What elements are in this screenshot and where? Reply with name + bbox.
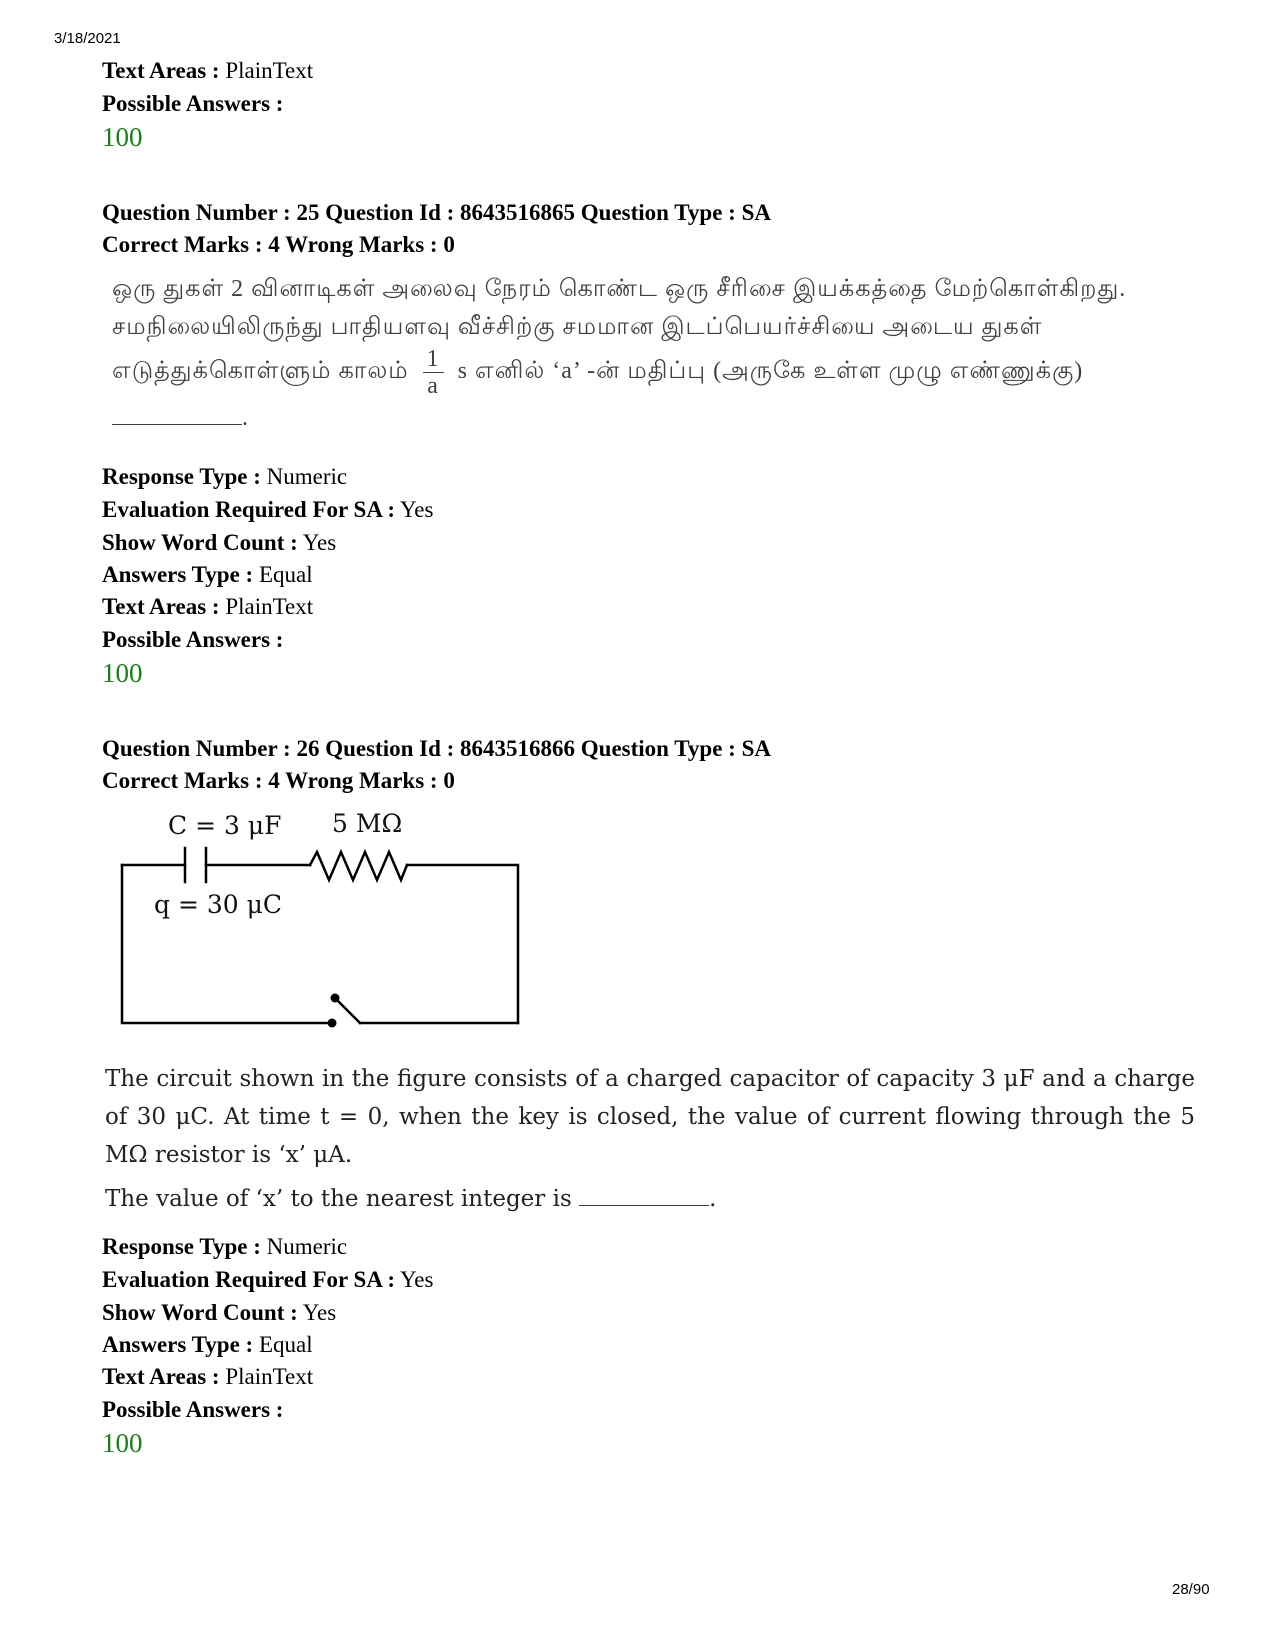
switch-contact-top (331, 994, 340, 1003)
prev-possible-answers-label: Possible Answers : (102, 91, 284, 116)
q25-answers-type: Answers Type : Equal (102, 562, 313, 587)
q25-marks: Correct Marks : 4 Wrong Marks : 0 (102, 232, 455, 257)
q25-answer: 100 (102, 658, 143, 688)
page-number: 28/90 (1172, 1581, 1210, 1598)
q26-marks: Correct Marks : 4 Wrong Marks : 0 (102, 768, 455, 793)
switch-lever (335, 998, 360, 1023)
q25-question-text: ஒரு துகள் 2 வினாடிகள் அலைவு நேரம் கொண்ட ஒரு சீரிசை இயக்கத்தை மேற்கொள்கிறது. சமநிலையிலிருந்து பாதியளவு வீச்சிற்கு சமமான இடப்பெயர்ச்சியை அடைய துகள் எடுத்துக்கொள்ளும் காலம் $\frac{1}{a}$ s எனில் ‘a’ -ன் மதிப்பு (அருகே உள்ள முழு எண்ணுக்கு) . (112, 276, 1127, 431)
q25-text-areas: Text Areas : PlainText (102, 594, 314, 619)
print-date: 3/18/2021 (54, 30, 121, 47)
q25-fraction: $\frac{1}{a}$ (423, 346, 444, 399)
q26-show-word-count: Show Word Count : Yes (102, 1300, 337, 1325)
q25-response-type: Response Type : Numeric (102, 464, 348, 489)
prev-text-areas: Text Areas : PlainText (102, 58, 314, 83)
q25-evaluation-required: Evaluation Required For SA : Yes (102, 497, 434, 522)
switch-contact-bottom (328, 1019, 337, 1028)
q26-answer-blank (579, 1205, 709, 1206)
q26-evaluation-required: Evaluation Required For SA : Yes (102, 1267, 434, 1292)
charge-label: q = 30 μC (154, 890, 282, 919)
q26-answers-type: Answers Type : Equal (102, 1332, 313, 1357)
prev-answer: 100 (102, 122, 143, 152)
q26-header: Question Number : 26 Question Id : 8643516866 Question Type : SA (102, 736, 771, 761)
q26-response-type: Response Type : Numeric (102, 1234, 348, 1259)
q26-circuit-diagram (110, 810, 530, 1085)
q26-answer: 100 (102, 1428, 143, 1458)
q25-answer-blank (112, 424, 242, 425)
resistor-label: 5 MΩ (332, 810, 403, 838)
capacitor-label: C = 3 μF (168, 811, 282, 840)
q25-show-word-count: Show Word Count : Yes (102, 530, 337, 555)
q26-possible-answers-label: Possible Answers : (102, 1397, 284, 1422)
q25-header: Question Number : 25 Question Id : 8643516865 Question Type : SA (102, 200, 771, 225)
resistor-zigzag (310, 852, 407, 880)
wire-right-top (407, 865, 518, 1023)
q26-text-areas: Text Areas : PlainText (102, 1364, 314, 1389)
wire-bottom-left (122, 865, 332, 1023)
q26-question-text: The circuit shown in the figure consists of a charged capacitor of capacity 3 μF and a charge of 30 μC. At time t = 0, when the key is closed, the value of current flowing through the 5 MΩ resistor is ‘x’ μA. (105, 1066, 1195, 1168)
q26-question-prompt: The value of ‘x’ to the nearest integer is . (105, 1186, 717, 1212)
q25-possible-answers-label: Possible Answers : (102, 627, 284, 652)
